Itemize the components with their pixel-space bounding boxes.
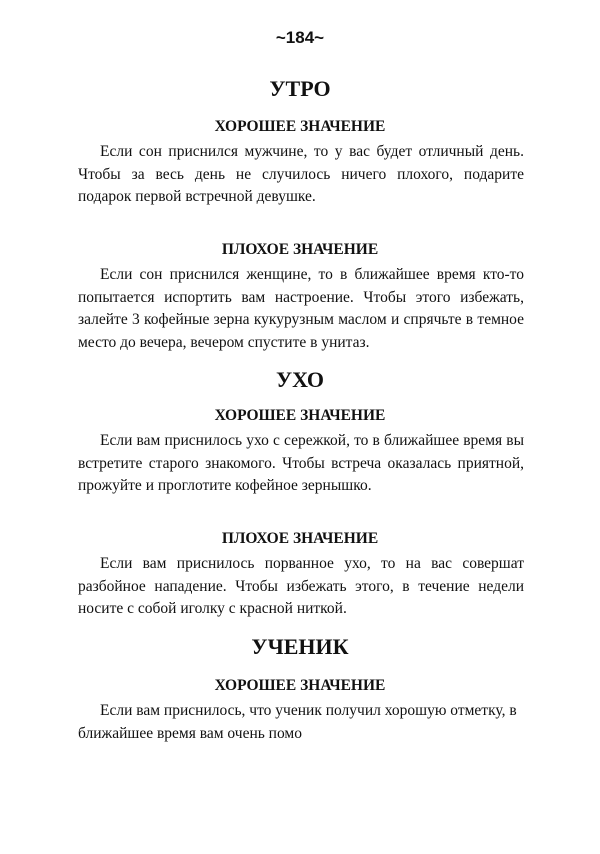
section-heading-good: ХОРОШЕЕ ЗНАЧЕНИЕ [214, 118, 386, 135]
section-text: Если вам приснилось, что ученик получил хорошую отметку, в ближайшее время вам очень помо [78, 702, 517, 742]
section-text: Если сон приснился мужчине, то у вас будет отличный день. Чтобы за весь день не случилось ничего плохого, подарите подарок первой встречной девушке. [78, 143, 524, 205]
section-heading-bad: ПЛОХОЕ ЗНАЧЕНИЕ [221, 530, 379, 547]
section-heading-good: ХОРОШЕЕ ЗНАЧЕНИЕ [214, 407, 386, 424]
entry-title-uchenik: УЧЕНИК [251, 634, 349, 659]
section-text: Если вам приснилось ухо с сережкой, то в ближайшее время вы встретите старого знакомого. Чтобы встреча оказалась приятной, прожуйте и проглотите кофейное зернышко. [78, 432, 524, 494]
section-text: Если сон приснился женщине, то в ближайшее время кто-то попытается испортить вам настроение. Чтобы этого избежать, залейте 3 кофейные зерна кукурузным маслом и спрячьте в темное место до вечера, вечером спустите в унитаз. [78, 266, 524, 351]
entry-title-utro: УТРО [269, 76, 331, 101]
section-text: Если вам приснилось порванное ухо, то на вас совершат разбойное нападение. Чтобы избежать этого, в течение недели носите с собой иголку с красной ниткой. [78, 555, 524, 617]
page-number: ~184~ [275, 28, 325, 47]
entry-title-ukho: УХО [275, 367, 325, 392]
section-heading-good: ХОРОШЕЕ ЗНАЧЕНИЕ [214, 677, 386, 694]
section-heading-bad: ПЛОХОЕ ЗНАЧЕНИЕ [221, 241, 379, 258]
